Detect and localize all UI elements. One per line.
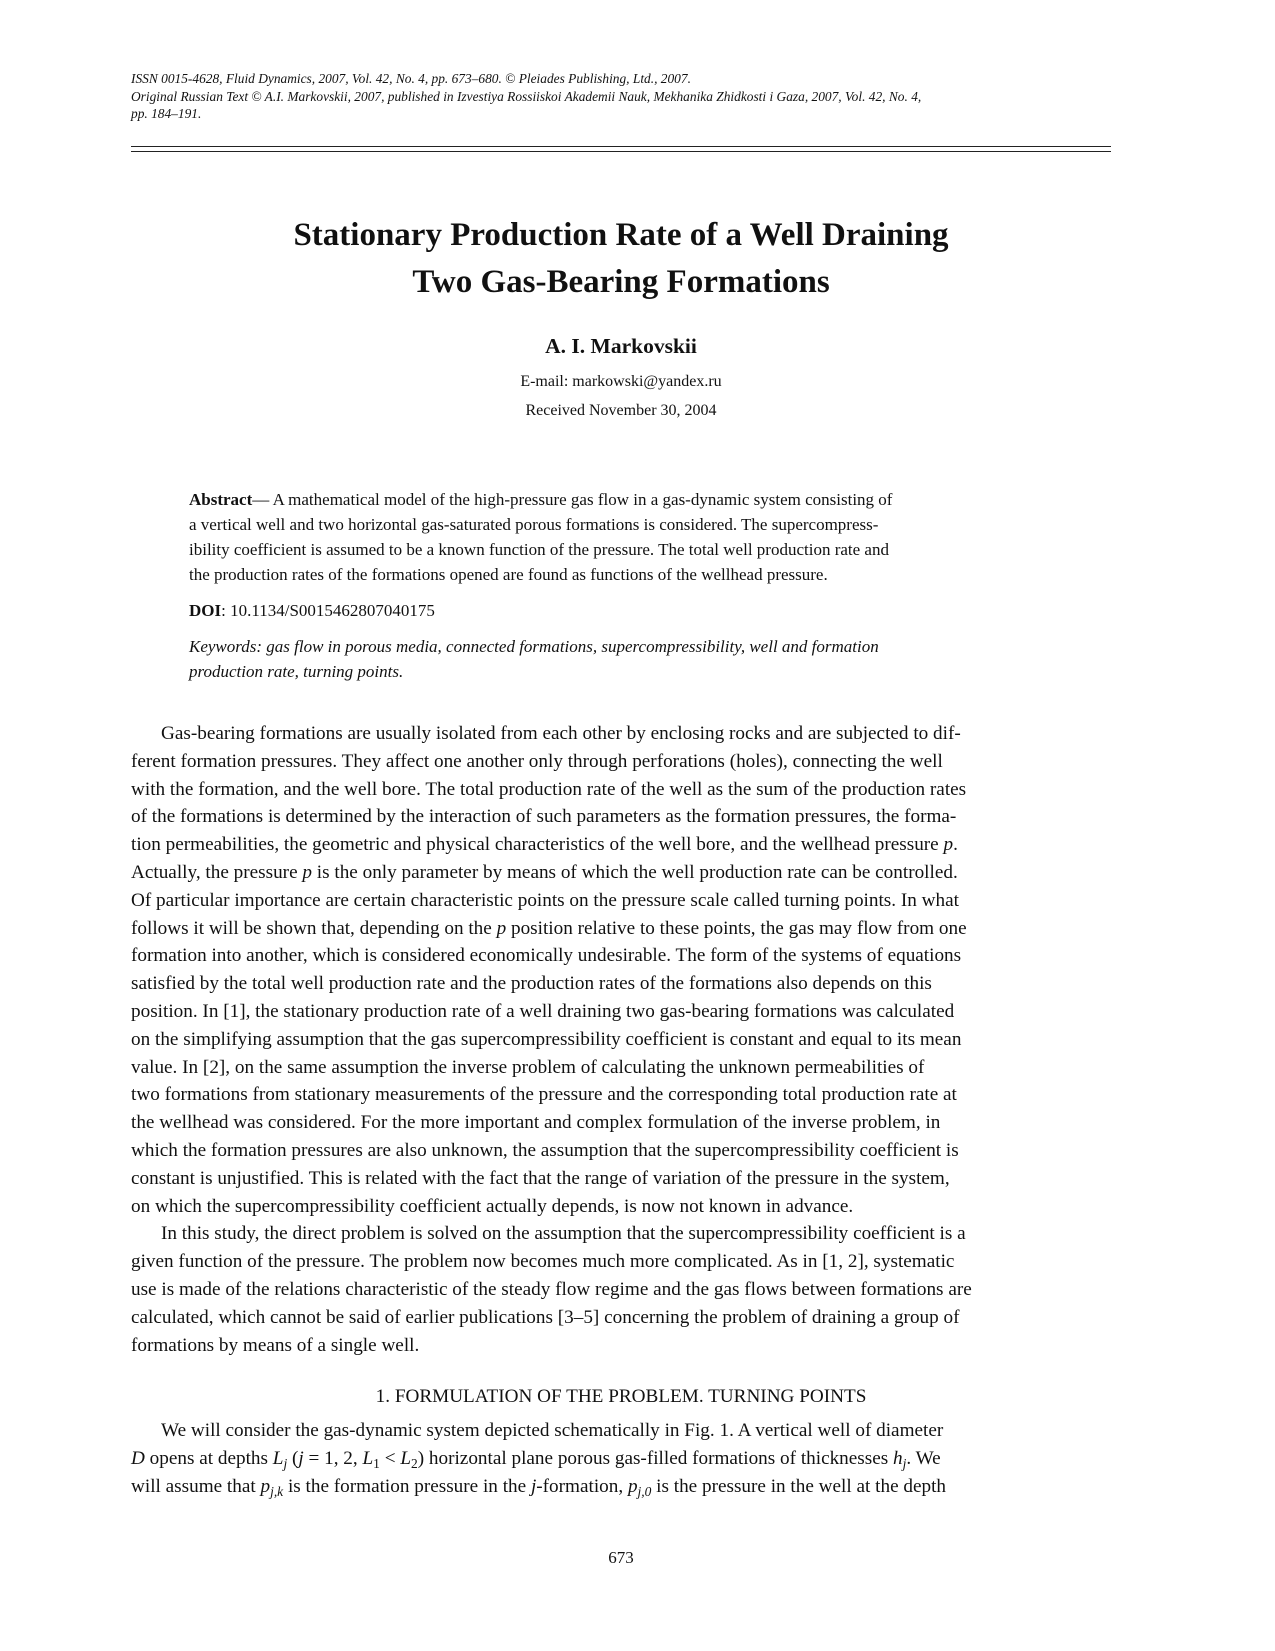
text-line: D opens at depths $L_j$ (j = 1, 2, $L_1 < L_2$) horizontal plane porous gas-filled formations of thicknesses $h_j$. We — [131, 1448, 941, 1472]
abstract-label: Abstract — [189, 490, 253, 509]
text-line: satisfied by the total well production rate and the production rates of the formations also depends on this — [131, 973, 932, 995]
header-line-2: Original Russian Text © A.I. Markovskii, 2007, published in Izvestiya Rossiiskoi Akademii Nauk, Mekhanika Zhidkosti i Gaza, 2007, Vol. 42, No. 4, — [131, 88, 922, 104]
page-number: 673 — [608, 1548, 634, 1567]
header-line-1: ISSN 0015-4628, Fluid Dynamics, 2007, Vol. 42, No. 4, pp. 673–680. © Pleiades Publishing, Ltd., 2007. — [131, 71, 691, 86]
paper-title — [131, 212, 1111, 306]
text-line: value. In [2], on the same assumption the inverse problem of calculating the unknown permeabilities of — [131, 1056, 925, 1078]
text-line: of the formations is determined by the interaction of such parameters as the formation pressures, the forma- — [131, 806, 957, 828]
text-line: In this study, the direct problem is solved on the assumption that the supercompressibility coefficient is a — [161, 1223, 966, 1245]
text-line: ferent formation pressures. They affect one another only through perforations (holes), connecting the well — [131, 750, 943, 772]
text-line: on the simplifying assumption that the gas supercompressibility coefficient is constant and equal to its mean — [131, 1028, 962, 1050]
section-heading: 1. FORMULATION OF THE PROBLEM. TURNING POINTS — [375, 1386, 867, 1408]
keywords-line: Keywords: gas flow in porous media, connected formations, supercompressibility, well and formation — [189, 637, 879, 656]
journal-header — [131, 70, 1111, 123]
text-line: follows it will be shown that, depending on the p position relative to these points, the gas may flow from one — [131, 917, 967, 939]
author-email: E-mail: markowski@yandex.ru — [520, 373, 722, 390]
paragraph-formulation — [131, 1417, 1111, 1500]
text-line: which the formation pressures are also unknown, the assumption that the supercompressibility coefficient is — [131, 1139, 959, 1161]
title-line-2: Two Gas-Bearing Formations — [412, 264, 830, 300]
text-line: formations by means of a single well. — [131, 1334, 420, 1356]
text-line: will assume that $p_{j,k}$ is the formation pressure in the j-formation, $p_{j,0}$ is the pressure in the well at the depth — [131, 1475, 947, 1499]
abstract-line: ibility coefficient is assumed to be a known function of the pressure. The total well production rate and — [189, 540, 889, 559]
doi-label: DOI — [189, 601, 222, 620]
doi-value: : 10.1134/S0015462807040175 — [221, 601, 435, 620]
header-rule-bottom — [131, 151, 1111, 152]
text-line: Gas-bearing formations are usually isolated from each other by enclosing rocks and are subjected to dif- — [161, 723, 961, 744]
abstract — [189, 487, 1049, 587]
text-line: We will consider the gas-dynamic system depicted schematically in Fig. 1. A vertical well of diameter — [161, 1420, 944, 1442]
text-line: Actually, the pressure p is the only parameter by means of which the well production rate can be controlled. — [131, 861, 958, 883]
text-line: formation into another, which is considered economically undesirable. The form of the systems of equations — [131, 945, 962, 967]
paragraph-intro — [131, 720, 1111, 1220]
text-line: Of particular importance are certain characteristic points on the pressure scale called turning points. In what — [131, 889, 959, 911]
text-line: tion permeabilities, the geometric and physical characteristics of the well bore, and the wellhead pressure p. — [131, 834, 958, 856]
header-rule-top — [131, 146, 1111, 147]
body-text — [131, 720, 1111, 1501]
text-line: calculated, which cannot be said of earlier publications [3–5] concerning the problem of draining a group of — [131, 1306, 960, 1328]
text-line: position. In [1], the stationary production rate of a well draining two gas-bearing formations was calculated — [131, 1000, 955, 1022]
keywords-line: production rate, turning points. — [189, 662, 404, 681]
received-date: Received November 30, 2004 — [525, 402, 717, 419]
text-line: the wellhead was considered. For the more important and complex formulation of the inverse problem, in — [131, 1112, 941, 1134]
abstract-line: a vertical well and two horizontal gas-saturated porous formations is considered. The supercompress- — [189, 515, 879, 534]
text-line: use is made of the relations characteristic of the steady flow regime and the gas flows between formations are — [131, 1278, 972, 1300]
text-line: with the formation, and the well bore. The total production rate of the well as the sum of the production rates — [131, 778, 967, 800]
paragraph-study — [131, 1220, 1111, 1359]
author-name: A. I. Markovskii — [545, 334, 697, 358]
header-line-3: pp. 184–191. — [131, 106, 202, 121]
text-line: two formations from stationary measurements of the pressure and the corresponding total production rate at — [131, 1084, 957, 1106]
title-line-1: Stationary Production Rate of a Well Draining — [293, 217, 949, 253]
doi — [189, 599, 1049, 623]
abstract-line: the production rates of the formations opened are found as functions of the wellhead pressure. — [189, 565, 828, 584]
text-line: given function of the pressure. The problem now becomes much more complicated. As in [1, 2], systematic — [131, 1251, 955, 1273]
abstract-line: Abstract— A mathematical model of the high-pressure gas flow in a gas-dynamic system consisting of — [189, 490, 893, 509]
text-line: constant is unjustified. This is related with the fact that the range of variation of the pressure in the system, — [131, 1167, 950, 1189]
text-line: on which the supercompressibility coefficient actually depends, is now not known in advance. — [131, 1195, 854, 1217]
keywords — [189, 634, 1049, 684]
